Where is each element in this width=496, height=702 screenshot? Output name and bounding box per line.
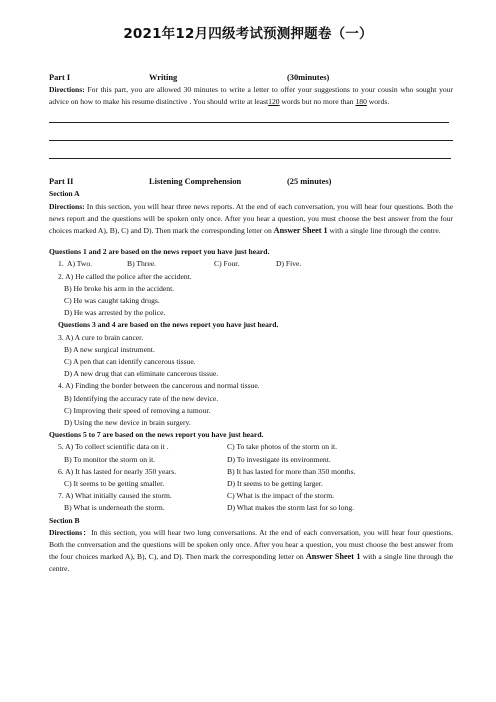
- document-body: [49, 72, 453, 576]
- part1-name: Writing: [149, 73, 178, 82]
- part2-label: Part II: [49, 177, 74, 187]
- section-b-directions: Directions：In this section, you will hear two long conversations. At the end of each conversation, you will hear four questions. Both the conversation and the questions will be spoken only once. After you hear a question, you must choose the best answer from the four choices marked A), B), C), and D). Then mark the corresponding letter on Answer Sheet 1 with a single line through the centre.: [49, 527, 454, 574]
- writing-line: [49, 140, 453, 141]
- page-title: 2021年12月四级考试预测押题卷（一）: [123, 26, 373, 42]
- part2-heading: [49, 176, 453, 188]
- question-3: 3. A) A cure to brain cancer. B) A new surgical instrument. C) A pen that can identify cancerous tissue. D) A new drug that can eliminate cancerous tissue.: [58, 332, 219, 379]
- question-group-heading: Questions 1 and 2 are based on the news report you have just heard.: [49, 247, 270, 257]
- part2-name: Listening Comprehension: [149, 177, 242, 187]
- part1-time: (30minutes): [287, 73, 330, 82]
- question-6: 6. A) It has lasted for nearly 350 years. B) It has lasted for more than 350 months. C) It seems to be getting smaller. D) It seems to be getting larger.: [58, 466, 356, 489]
- question-group-heading: Questions 5 to 7 are based on the news report you have just heard.: [49, 430, 264, 440]
- writing-lines: [49, 122, 453, 159]
- writing-line: [49, 158, 451, 159]
- part2-time: (25 minutes): [287, 177, 332, 187]
- question-7: 7. A) What initially caused the storm. C) What is the impact of the storm. B) What is underneath the storm. D) What makes the storm last for so long.: [58, 491, 355, 513]
- part1-directions: Directions: For this part, you are allowed 30 minutes to write a letter to offer your suggestions to your cousin who sought your advice on how to make his resume distinctive . You should write at least120 words but no more than 180 words.: [49, 85, 453, 107]
- question-4: 4. A) Finding the border between the cancerous and normal tissue. B) Identifying the accuracy rate of the new device. C) Improving their speed of removing a tumour. D) Using the new device in brain surgery.: [58, 381, 260, 428]
- part1-label: Part I: [49, 73, 71, 82]
- section-b-heading: Section B: [49, 515, 80, 525]
- question-5: 5. A) To collect scientific data on it . C) To take photos of the storm on it. B) To monitor the storm on it. D) To investigate its environment.: [58, 442, 338, 464]
- part1-heading: [49, 72, 453, 84]
- question-1: 1. A) Two. B) Three. C) Four. D) Five.: [58, 259, 302, 269]
- part2-directions: Directions: In this section, you will hear three news reports. At the end of each conversation, you will hear four questions. Both the news report and the questions will be spoken only once. After you hear a question, you must choose the best answer from the four choices marked A), B), C) and D). Then mark the corresponding letter on Answer Sheet 1 with a single line through the centre.: [49, 201, 453, 236]
- writing-line: [49, 122, 449, 123]
- question-2: 2. A) He called the police after the accident. B) He broke his arm in the accident. C) He was caught taking drugs. D) He was arrested by the police.: [58, 271, 192, 318]
- question-group-heading: Questions 3 and 4 are based on the news report you have just heard.: [58, 320, 279, 330]
- section-a-heading: Section A: [49, 189, 80, 199]
